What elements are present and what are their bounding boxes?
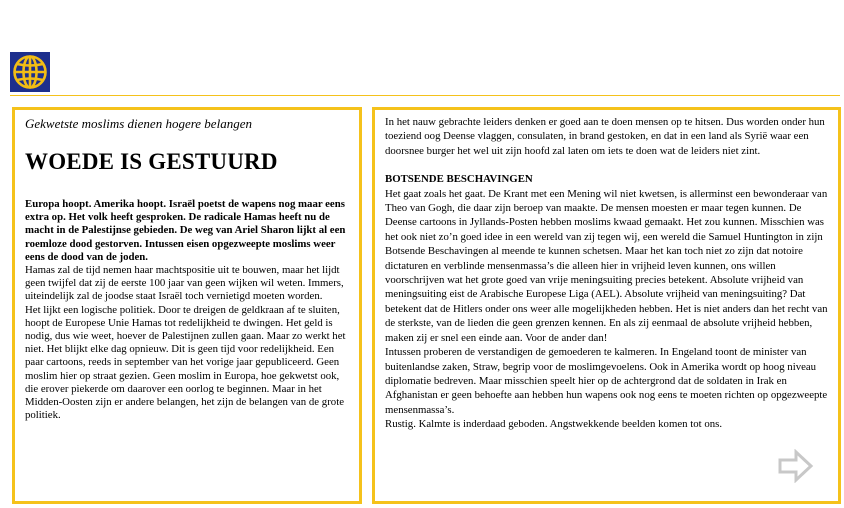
paragraph-spacer bbox=[385, 158, 828, 172]
article-paragraph: Het lijkt een logische politiek. Door te dreigen de geldkraan af te sluiten, hoopt de Europese Unie Hamas tot redelijkheid te dwingen. Het geld is nodig, dus wie weet, hoever de Palestijnen zullen gaan. Maar zo werkt het niet. Het blijkt elke dag opnieuw. Dit is geen tijd voor redelijkheid. Een paar cartoons, reeds in september van het vorige jaar gepubliceerd. Geen moslim hier op straat gezien. Geen moslim in Europa, hoe gekwetst ook, die erover piekerde om daarover een oorlog te beginnen. Maar in het Midden-Oosten zijn er andere belangen, het zijn de belangen van de grote politiek. bbox=[25, 303, 346, 422]
article-headline: WOEDE IS GESTUURD bbox=[25, 149, 278, 174]
article-paragraph: In het nauw gebrachte leiders denken er goed aan te doen mensen op te hitsen. Dus worden onder hun toeziend oog Deense vlaggen, consulaten, in brand gestoken, en dat in een land als Syrië waar een doorsnee burger het wel uit zijn hoofd zal laten om iets te doen wat de leiders niet zint. bbox=[385, 116, 825, 157]
article-subhead: BOTSENDE BESCHAVINGEN bbox=[385, 173, 533, 186]
article-kicker: Gekwetste moslims dienen hogere belangen bbox=[25, 116, 252, 131]
article-paragraph: Rustig. Kalmte is inderdaad geboden. Angstwekkende beelden komen tot ons. bbox=[385, 418, 723, 431]
article-paragraph: Hamas zal de tijd nemen haar machtspositie uit te bouwen, maar het lijdt geen twijfel dat zij de eerste 100 jaar van geen wijken wil weten. Immers, uiteindelijk zal de joodse staat Israël toch vernietigd moeten worden. bbox=[25, 264, 344, 303]
article-paragraph: Het gaat zoals het gaat. De Krant met een Mening wil niet kwetsen, is allerminst een bewonderaar van Theo van Gogh, die daar zijn beroep van maakte. De mensen moesten er maar tegen kunnen. De Deense cartoons in Jyllands-Posten hebben moslims kwaad gemaakt. Het zou kunnen. Misschien was het ook niet zo’n goed idee in een wereld van zij tegen wij, een wereld die Samuel Huntington in zijn Botsende Beschavingen al meende te kunnen schetsen. Maar het kan toch niet zo zijn dat notoire dictaturen en verblinde mensenmassa’s die alleen hier in vrijheid leven kunnen, ons willen voorschrijven wat het grote goed van vrije meningsuiting precies betekent. Absolute vrijheid van meningsuiting eist de Arabische Europese Liga (AEL). Absolute vrijheid van meningsuiting? Dat betekent dat de Hitlers onder ons weer alle mogelijkheden hebben. Het is niet anders dan het recht van de sterkste, van de lieden die geen grenzen kennen. En als zij eenmaal de absolute vrijheid hebben, maken zij er snel een einde aan. Voor de ander dan! bbox=[385, 187, 828, 344]
next-arrow-icon[interactable] bbox=[778, 449, 814, 483]
article-lead: Europa hoopt. Amerika hoopt. Israël poetst de wapens nog maar eens extra op. Het volk heeft gesproken. De radicale Hamas heeft nu de macht in de Palestijnse gebieden. De weg van Ariel Sharon lijkt al een roemloze dood gestorven. Intussen eisen opgezweepte moslims weer eens de dood van de joden. bbox=[25, 198, 346, 263]
article-right-column bbox=[372, 107, 841, 504]
globe-icon bbox=[10, 52, 50, 92]
article-paragraph: Intussen proberen de verstandigen de gemoederen te kalmeren. In Engeland toont de minister van buitenlandse zaken, Straw, begrip voor de moslimgevoelens. Ook in Amerika wordt op hoog niveau diplomatie bedreven. Maar misschien speelt hier op de achtergrond dat de soldaten in Irak en Afghanistan er geen behoefte aan hebben hun wapens ook nog eens te moeten richten op opgezweepte mensenmassa’s. bbox=[385, 346, 828, 416]
header-divider bbox=[10, 95, 840, 96]
article-left-column bbox=[12, 107, 362, 504]
